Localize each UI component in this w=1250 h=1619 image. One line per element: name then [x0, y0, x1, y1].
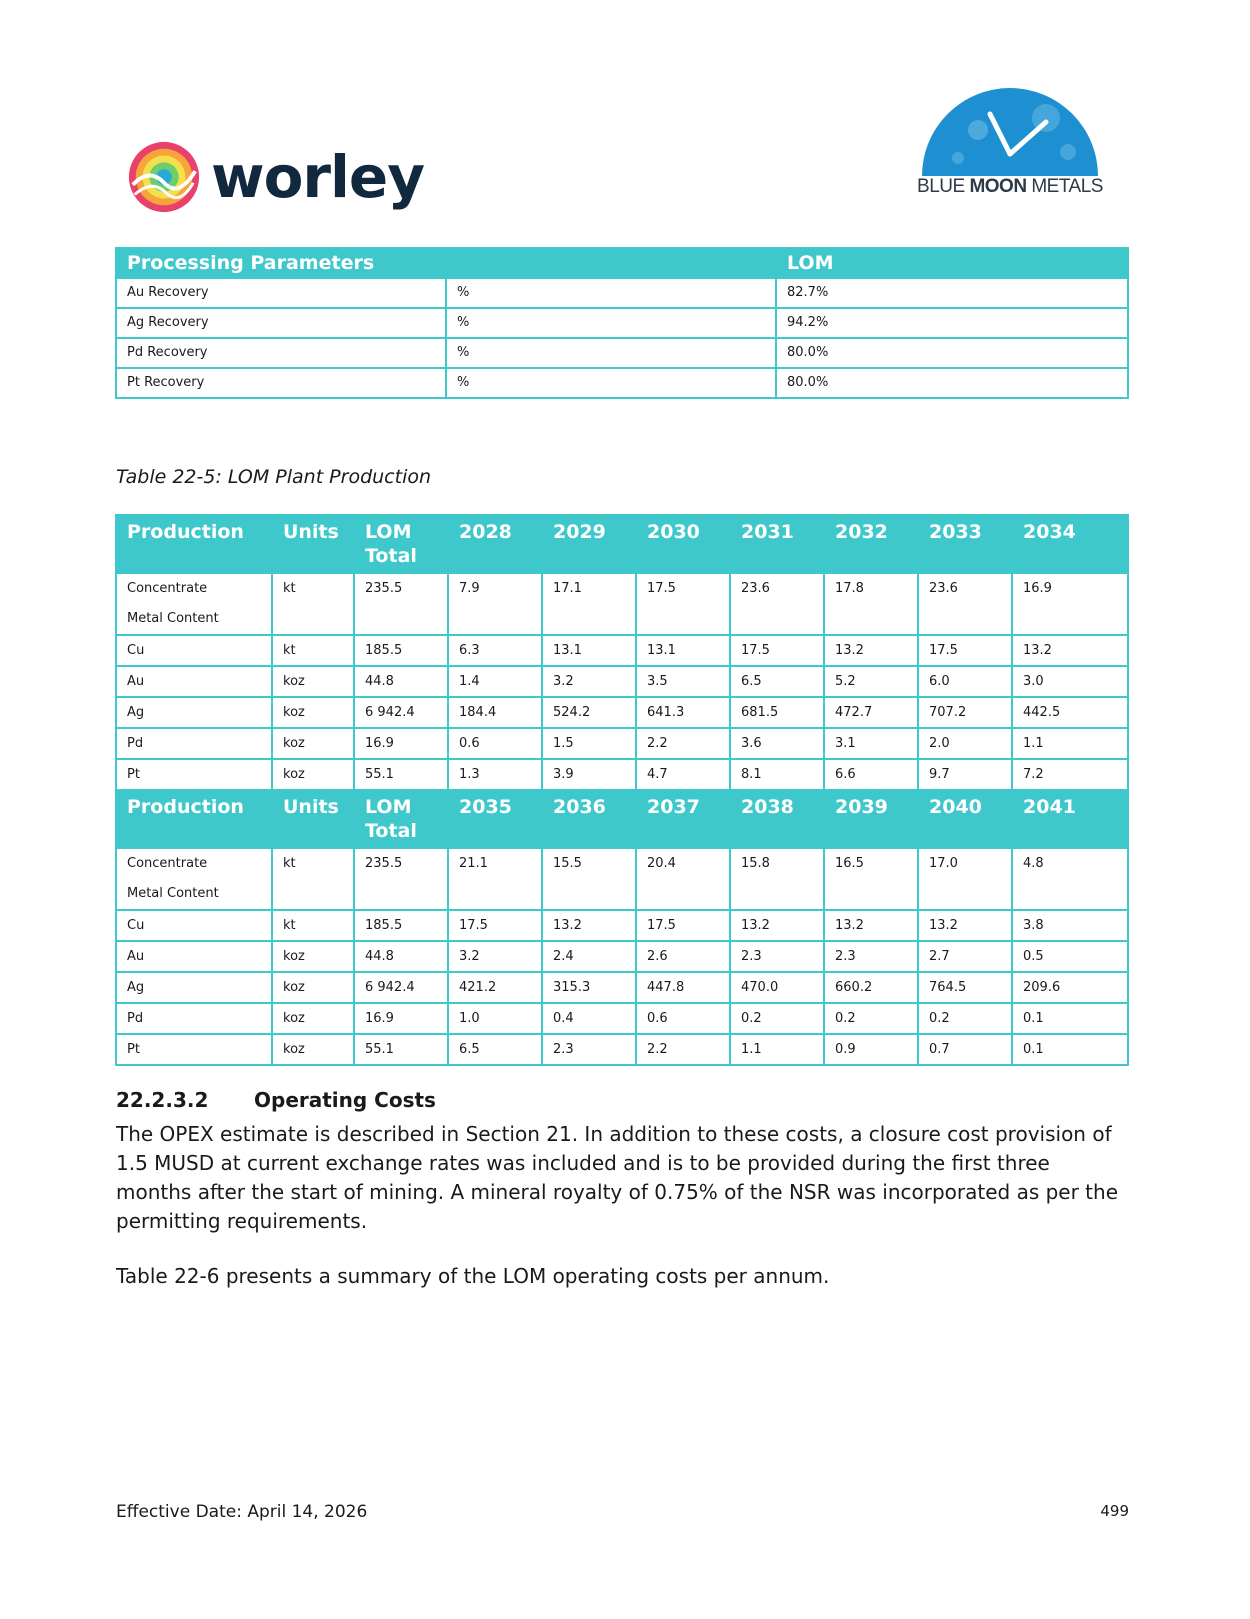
table-cell: 17.8 — [824, 573, 918, 635]
table-cell: 16.9 — [354, 1003, 448, 1034]
table-cell: 0.2 — [824, 1003, 918, 1034]
table-cell: Cu — [116, 910, 272, 941]
table-cell: Ag Recovery — [116, 308, 446, 338]
table-row — [116, 728, 1128, 759]
blue-moon-metals-logo — [910, 76, 1110, 206]
table-cell: 5.2 — [824, 666, 918, 697]
table-cell: koz — [272, 941, 354, 972]
table-cell: 6 942.4 — [354, 972, 448, 1003]
table-cell: 472.7 — [824, 697, 918, 728]
table-cell: 524.2 — [542, 697, 636, 728]
table-cell: 20.4 — [636, 848, 730, 910]
lom-plant-production-table — [115, 514, 1129, 1066]
processing-parameters-table — [115, 247, 1129, 399]
table-cell: 0.7 — [918, 1034, 1012, 1065]
table-cell: 185.5 — [354, 635, 448, 666]
table-cell: 6 942.4 — [354, 697, 448, 728]
table-cell: 13.2 — [824, 635, 918, 666]
table-cell: 13.2 — [824, 910, 918, 941]
table-cell: 0.5 — [1012, 941, 1128, 972]
column-header: Units — [272, 790, 354, 848]
column-header: 2039 — [824, 790, 918, 848]
table-cell: 13.1 — [542, 635, 636, 666]
table-cell: 0.6 — [448, 728, 542, 759]
table-cell: 235.5 — [354, 848, 448, 910]
table-cell: 1.5 — [542, 728, 636, 759]
table-cell: 44.8 — [354, 941, 448, 972]
table-cell: 2.0 — [918, 728, 1012, 759]
table-cell: 2.6 — [636, 941, 730, 972]
column-header: LOM Total — [354, 515, 448, 573]
section-number: 22.2.3.2 — [116, 1088, 209, 1112]
table-cell: 15.8 — [730, 848, 824, 910]
column-header: 2041 — [1012, 790, 1128, 848]
table-row — [116, 573, 1128, 635]
column-header: 2032 — [824, 515, 918, 573]
column-header: 2037 — [636, 790, 730, 848]
blue-moon-metals-wordmark: BLUE MOON METALS — [917, 176, 1103, 197]
column-header: Production — [116, 515, 272, 573]
table-row — [116, 338, 1128, 368]
table-cell: 3.6 — [730, 728, 824, 759]
column-header: LOM Total — [354, 790, 448, 848]
column-header: 2036 — [542, 790, 636, 848]
table-row — [116, 910, 1128, 941]
table-cell: 3.2 — [542, 666, 636, 697]
table-cell: 660.2 — [824, 972, 918, 1003]
table-cell: 184.4 — [448, 697, 542, 728]
table-cell: 6.5 — [448, 1034, 542, 1065]
column-header: 2035 — [448, 790, 542, 848]
table-cell: Concentrate Metal Content — [116, 573, 272, 635]
table-cell: 0.1 — [1012, 1034, 1128, 1065]
table-cell: 2.7 — [918, 941, 1012, 972]
table-cell: 16.5 — [824, 848, 918, 910]
table-cell: 17.5 — [918, 635, 1012, 666]
table-cell: Au — [116, 666, 272, 697]
table-cell: 641.3 — [636, 697, 730, 728]
table-row — [116, 368, 1128, 398]
table-cell: koz — [272, 728, 354, 759]
table-cell: % — [446, 308, 776, 338]
table-row — [116, 278, 1128, 308]
table-cell: 3.1 — [824, 728, 918, 759]
table-row — [116, 666, 1128, 697]
table-row — [116, 1003, 1128, 1034]
table-cell: 1.0 — [448, 1003, 542, 1034]
table-cell: 13.2 — [918, 910, 1012, 941]
table-cell: 2.2 — [636, 1034, 730, 1065]
column-header: LOM — [776, 248, 1128, 278]
table-cell: 2.4 — [542, 941, 636, 972]
table-row — [116, 759, 1128, 790]
table-cell: 1.4 — [448, 666, 542, 697]
table-cell: koz — [272, 666, 354, 697]
table-cell: Pt — [116, 759, 272, 790]
table-cell: 3.0 — [1012, 666, 1128, 697]
table-row — [116, 848, 1128, 910]
table-cell: Pd — [116, 1003, 272, 1034]
table-cell: Pd — [116, 728, 272, 759]
table-cell: koz — [272, 759, 354, 790]
table-cell: 764.5 — [918, 972, 1012, 1003]
column-header: 2033 — [918, 515, 1012, 573]
column-header — [446, 248, 776, 278]
table-cell: 442.5 — [1012, 697, 1128, 728]
table-header-row — [116, 248, 1128, 278]
table-cell: 0.1 — [1012, 1003, 1128, 1034]
table-cell: 17.5 — [636, 910, 730, 941]
table-cell: 421.2 — [448, 972, 542, 1003]
table-cell: Ag — [116, 697, 272, 728]
table-cell: Cu — [116, 635, 272, 666]
table-cell: 0.2 — [730, 1003, 824, 1034]
column-header: 2030 — [636, 515, 730, 573]
table-cell: 17.5 — [448, 910, 542, 941]
table-cell: 1.3 — [448, 759, 542, 790]
table-cell: 94.2% — [776, 308, 1128, 338]
table-cell: 13.2 — [542, 910, 636, 941]
table-cell: 13.1 — [636, 635, 730, 666]
table-cell: 1.1 — [1012, 728, 1128, 759]
table-cell: Au Recovery — [116, 278, 446, 308]
table-cell: 21.1 — [448, 848, 542, 910]
table-cell: % — [446, 338, 776, 368]
table-cell: 13.2 — [730, 910, 824, 941]
table-cell: 4.7 — [636, 759, 730, 790]
moon-icon — [918, 80, 1102, 176]
table-cell: Au — [116, 941, 272, 972]
table-cell: 3.9 — [542, 759, 636, 790]
table-cell: 15.5 — [542, 848, 636, 910]
table-cell: 470.0 — [730, 972, 824, 1003]
table-row — [116, 1034, 1128, 1065]
table-cell: 80.0% — [776, 338, 1128, 368]
column-header: Units — [272, 515, 354, 573]
table-row — [116, 697, 1128, 728]
table-cell: 0.6 — [636, 1003, 730, 1034]
table-cell: 55.1 — [354, 1034, 448, 1065]
table-row — [116, 635, 1128, 666]
column-header: 2040 — [918, 790, 1012, 848]
table-header-row — [116, 790, 1128, 848]
table-cell: 0.9 — [824, 1034, 918, 1065]
table-cell: 2.3 — [542, 1034, 636, 1065]
table-cell: 1.1 — [730, 1034, 824, 1065]
table-cell: 23.6 — [918, 573, 1012, 635]
table-cell: Pt Recovery — [116, 368, 446, 398]
table-cell: 6.6 — [824, 759, 918, 790]
table-cell: kt — [272, 910, 354, 941]
table-caption: Table 22-5: LOM Plant Production — [116, 466, 432, 488]
table-header-row — [116, 515, 1128, 573]
footer-effective-date: Effective Date: April 14, 2026 — [116, 1502, 368, 1522]
column-header: Production — [116, 790, 272, 848]
paragraph: The OPEX estimate is described in Section 21. In addition to these costs, a closure cost provision of 1.5 MUSD at current exchange rates was included and is to be provided during the first three months after the start of mining. A mineral royalty of 0.75% of the NSR was incorporated as per the permitting requirements. — [116, 1122, 1119, 1233]
table-cell: 2.2 — [636, 728, 730, 759]
table-cell: 209.6 — [1012, 972, 1128, 1003]
table-cell: 315.3 — [542, 972, 636, 1003]
table-cell: 6.0 — [918, 666, 1012, 697]
table-row — [116, 941, 1128, 972]
table-cell: kt — [272, 635, 354, 666]
table-cell: 3.2 — [448, 941, 542, 972]
table-cell: Pt — [116, 1034, 272, 1065]
table-cell: 681.5 — [730, 697, 824, 728]
table-cell: koz — [272, 972, 354, 1003]
table-cell: 707.2 — [918, 697, 1012, 728]
column-header: 2034 — [1012, 515, 1128, 573]
table-cell: 17.0 — [918, 848, 1012, 910]
table-row — [116, 308, 1128, 338]
table-cell: 0.2 — [918, 1003, 1012, 1034]
column-header: 2029 — [542, 515, 636, 573]
table-cell: koz — [272, 1003, 354, 1034]
worley-wordmark: worley — [211, 143, 425, 211]
table-cell: 80.0% — [776, 368, 1128, 398]
table-cell: Concentrate Metal Content — [116, 848, 272, 910]
table-cell: 7.9 — [448, 573, 542, 635]
table-cell: 23.6 — [730, 573, 824, 635]
table-cell: 17.5 — [730, 635, 824, 666]
table-cell: kt — [272, 573, 354, 635]
table-row — [116, 972, 1128, 1003]
table-cell: 17.1 — [542, 573, 636, 635]
paragraph: Table 22-6 presents a summary of the LOM operating costs per annum. — [116, 1264, 830, 1288]
table-cell: 4.8 — [1012, 848, 1128, 910]
table-cell: 7.2 — [1012, 759, 1128, 790]
table-cell: 0.4 — [542, 1003, 636, 1034]
table-cell: koz — [272, 697, 354, 728]
table-cell: 447.8 — [636, 972, 730, 1003]
worley-logo — [125, 138, 424, 216]
table-cell: 235.5 — [354, 573, 448, 635]
table-cell: koz — [272, 1034, 354, 1065]
table-cell: 3.8 — [1012, 910, 1128, 941]
table-cell: 3.5 — [636, 666, 730, 697]
table-cell: 17.5 — [636, 573, 730, 635]
table-cell: Ag — [116, 972, 272, 1003]
section-heading — [116, 1088, 436, 1112]
worley-swirl-icon — [125, 138, 203, 216]
table-cell: 6.3 — [448, 635, 542, 666]
table-cell: 2.3 — [824, 941, 918, 972]
column-header: 2028 — [448, 515, 542, 573]
table-cell: 55.1 — [354, 759, 448, 790]
table-cell: 16.9 — [1012, 573, 1128, 635]
table-cell: 8.1 — [730, 759, 824, 790]
footer-page-number: 499 — [1100, 1502, 1129, 1520]
table-cell: % — [446, 278, 776, 308]
section-title: Operating Costs — [254, 1088, 436, 1112]
table-cell: 6.5 — [730, 666, 824, 697]
column-header: Processing Parameters — [116, 248, 446, 278]
table-cell: 16.9 — [354, 728, 448, 759]
column-header: 2038 — [730, 790, 824, 848]
table-cell: 185.5 — [354, 910, 448, 941]
table-cell: % — [446, 368, 776, 398]
table-cell: 13.2 — [1012, 635, 1128, 666]
table-cell: 9.7 — [918, 759, 1012, 790]
table-cell: Pd Recovery — [116, 338, 446, 368]
table-cell: 44.8 — [354, 666, 448, 697]
table-cell: 82.7% — [776, 278, 1128, 308]
table-cell: kt — [272, 848, 354, 910]
table-cell: 2.3 — [730, 941, 824, 972]
column-header: 2031 — [730, 515, 824, 573]
